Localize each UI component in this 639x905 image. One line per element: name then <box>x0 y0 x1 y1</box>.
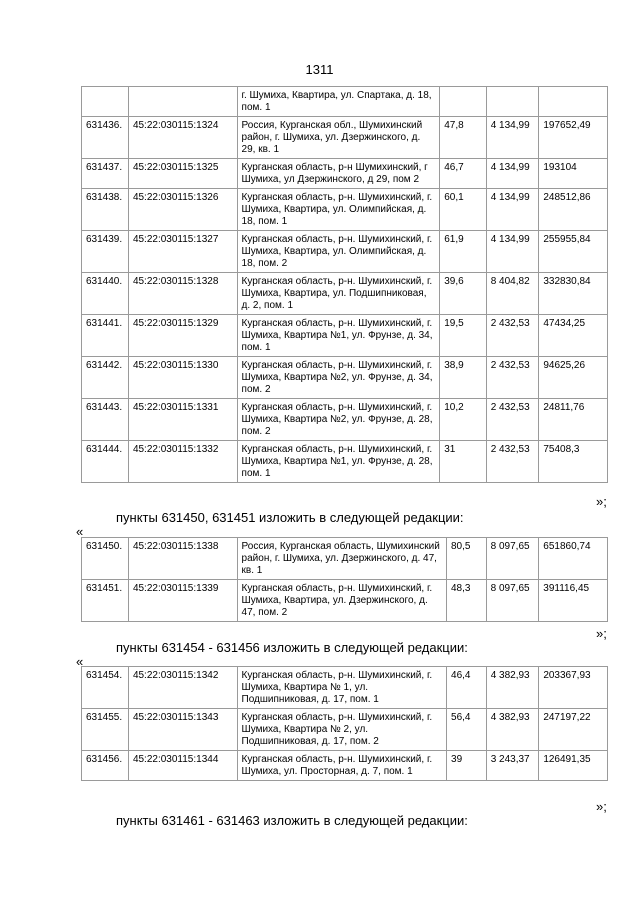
unit-price-cell: 4 134,99 <box>486 159 539 189</box>
area-cell <box>440 87 486 117</box>
row-number-cell: 631437. <box>82 159 129 189</box>
unit-price-cell: 8 097,65 <box>486 580 539 622</box>
unit-price-cell <box>486 87 539 117</box>
unit-price-cell: 2 432,53 <box>486 357 539 399</box>
row-number-cell: 631441. <box>82 315 129 357</box>
row-number-cell: 631442. <box>82 357 129 399</box>
row-number-cell: 631444. <box>82 441 129 483</box>
address-cell: г. Шумиха, Квартира, ул. Спартака, д. 18, пом. 1 <box>237 87 440 117</box>
registry-table-2 <box>81 537 608 622</box>
area-cell: 48,3 <box>446 580 486 622</box>
unit-price-cell: 8 097,65 <box>486 538 539 580</box>
table-row <box>82 580 608 622</box>
address-cell: Курганская область, р-н. Шумихинский, г. Шумиха, Квартира, ул. Олимпийская, д. 18, пом. 1 <box>237 189 440 231</box>
table-row <box>82 273 608 315</box>
cadastral-value-cell: 247197,22 <box>539 709 608 751</box>
closing-quote-1: »; <box>596 494 607 509</box>
cadastral-number-cell: 45:22:030115:1330 <box>128 357 237 399</box>
row-number-cell: 631454. <box>82 667 129 709</box>
cadastral-number-cell: 45:22:030115:1324 <box>128 117 237 159</box>
address-cell: Курганская область, р-н. Шумихинский, г. Шумиха, Квартира № 2, ул. Подшипниковая, д. 17, пом. 2 <box>237 709 446 751</box>
row-number-cell <box>82 87 129 117</box>
table-row <box>82 87 608 117</box>
row-number-cell: 631440. <box>82 273 129 315</box>
cadastral-value-cell: 197652,49 <box>539 117 608 159</box>
area-cell: 61,9 <box>440 231 486 273</box>
table-row <box>82 441 608 483</box>
area-cell: 39 <box>447 751 487 781</box>
cadastral-number-cell: 45:22:030115:1342 <box>128 667 237 709</box>
area-cell: 80,5 <box>446 538 486 580</box>
cadastral-value-cell: 75408,3 <box>539 441 608 483</box>
cadastral-number-cell: 45:22:030115:1326 <box>128 189 237 231</box>
table-row <box>82 159 608 189</box>
cadastral-value-cell: 24811,76 <box>539 399 608 441</box>
registry-table-3 <box>81 666 608 781</box>
row-number-cell: 631451. <box>82 580 129 622</box>
cadastral-number-cell: 45:22:030115:1327 <box>128 231 237 273</box>
amendment-paragraph-1: пункты 631450, 631451 изложить в следующей редакции: <box>116 510 464 525</box>
area-cell: 47,8 <box>440 117 486 159</box>
cadastral-value-cell <box>539 87 608 117</box>
area-cell: 19,5 <box>440 315 486 357</box>
cadastral-value-cell: 332830,84 <box>539 273 608 315</box>
cadastral-number-cell: 45:22:030115:1344 <box>128 751 237 781</box>
address-cell: Курганская область, р-н. Шумихинский, г. Шумиха, Квартира №1, ул. Фрунзе, д. 28, пом. 1 <box>237 441 440 483</box>
row-number-cell: 631438. <box>82 189 129 231</box>
unit-price-cell: 4 382,93 <box>486 667 539 709</box>
registry-table-1 <box>81 86 608 483</box>
address-cell: Курганская область, р-н. Шумихинский, г. Шумиха, ул. Просторная, д. 7, пом. 1 <box>237 751 446 781</box>
address-cell: Курганская область, р-н. Шумихинский, г. Шумиха, Квартира №2, ул. Фрунзе, д. 34, пом. 2 <box>237 357 440 399</box>
cadastral-number-cell: 45:22:030115:1339 <box>128 580 237 622</box>
unit-price-cell: 4 382,93 <box>486 709 539 751</box>
closing-quote-3: »; <box>596 799 607 814</box>
address-cell: Курганская область, р-н. Шумихинский, г. Шумиха, Квартира №1, ул. Фрунзе, д. 34, пом. 1 <box>237 315 440 357</box>
unit-price-cell: 2 432,53 <box>486 399 539 441</box>
cadastral-value-cell: 248512,86 <box>539 189 608 231</box>
table-row <box>82 399 608 441</box>
unit-price-cell: 4 134,99 <box>486 117 539 159</box>
table-row <box>82 709 608 751</box>
row-number-cell: 631450. <box>82 538 129 580</box>
address-cell: Курганская область, р-н Шумихинский, г Шумиха, ул Дзержинского, д 29, пом 2 <box>237 159 440 189</box>
row-number-cell: 631455. <box>82 709 129 751</box>
table-row <box>82 315 608 357</box>
cadastral-number-cell: 45:22:030115:1338 <box>128 538 237 580</box>
table-row <box>82 538 608 580</box>
area-cell: 39,6 <box>440 273 486 315</box>
amendment-paragraph-3: пункты 631461 - 631463 изложить в следующей редакции: <box>116 813 468 828</box>
unit-price-cell: 2 432,53 <box>486 315 539 357</box>
area-cell: 56,4 <box>447 709 487 751</box>
cadastral-number-cell: 45:22:030115:1325 <box>128 159 237 189</box>
table-row <box>82 189 608 231</box>
area-cell: 31 <box>440 441 486 483</box>
cadastral-number-cell: 45:22:030115:1328 <box>128 273 237 315</box>
cadastral-value-cell: 391116,45 <box>539 580 608 622</box>
area-cell: 10,2 <box>440 399 486 441</box>
address-cell: Курганская область, р-н. Шумихинский, г. Шумиха, Квартира №2, ул. Фрунзе, д. 28, пом. 2 <box>237 399 440 441</box>
cadastral-value-cell: 203367,93 <box>539 667 608 709</box>
area-cell: 46,4 <box>447 667 487 709</box>
row-number-cell: 631439. <box>82 231 129 273</box>
unit-price-cell: 2 432,53 <box>486 441 539 483</box>
area-cell: 60,1 <box>440 189 486 231</box>
cadastral-value-cell: 255955,84 <box>539 231 608 273</box>
address-cell: Россия, Курганская область, Шумихинский район, г. Шумиха, ул. Дзержинского, д. 47, кв. 1 <box>237 538 446 580</box>
cadastral-number-cell <box>128 87 237 117</box>
row-number-cell: 631456. <box>82 751 129 781</box>
unit-price-cell: 8 404,82 <box>486 273 539 315</box>
unit-price-cell: 4 134,99 <box>486 231 539 273</box>
table-row <box>82 117 608 159</box>
address-cell: Курганская область, р-н. Шумихинский, г. Шумиха, Квартира, ул. Подшипниковая, д. 2, пом. 1 <box>237 273 440 315</box>
table-row <box>82 231 608 273</box>
cadastral-value-cell: 47434,25 <box>539 315 608 357</box>
row-number-cell: 631443. <box>82 399 129 441</box>
closing-quote-2: »; <box>596 626 607 641</box>
opening-quote-1: « <box>76 524 84 539</box>
cadastral-number-cell: 45:22:030115:1329 <box>128 315 237 357</box>
cadastral-value-cell: 193104 <box>539 159 608 189</box>
cadastral-number-cell: 45:22:030115:1343 <box>128 709 237 751</box>
table-row <box>82 667 608 709</box>
page-number: 1311 <box>305 62 334 77</box>
table-row <box>82 751 608 781</box>
address-cell: Курганская область, р-н. Шумихинский, г. Шумиха, Квартира № 1, ул. Подшипниковая, д. 17, пом. 1 <box>237 667 446 709</box>
table-row <box>82 357 608 399</box>
cadastral-value-cell: 651860,74 <box>539 538 608 580</box>
unit-price-cell: 4 134,99 <box>486 189 539 231</box>
cadastral-value-cell: 94625,26 <box>539 357 608 399</box>
cadastral-number-cell: 45:22:030115:1332 <box>128 441 237 483</box>
area-cell: 38,9 <box>440 357 486 399</box>
opening-quote-2: « <box>76 654 84 669</box>
area-cell: 46,7 <box>440 159 486 189</box>
cadastral-number-cell: 45:22:030115:1331 <box>128 399 237 441</box>
address-cell: Курганская область, р-н. Шумихинский, г. Шумиха, Квартира, ул. Дзержинского, д. 47, пом. 2 <box>237 580 446 622</box>
amendment-paragraph-2: пункты 631454 - 631456 изложить в следующей редакции: <box>116 640 468 655</box>
cadastral-value-cell: 126491,35 <box>539 751 608 781</box>
unit-price-cell: 3 243,37 <box>486 751 539 781</box>
address-cell: Россия, Курганская обл., Шумихинский район, г. Шумиха, ул. Дзержинского, д. 29, кв. 1 <box>237 117 440 159</box>
address-cell: Курганская область, р-н. Шумихинский, г. Шумиха, Квартира, ул. Олимпийская, д. 18, пом. 2 <box>237 231 440 273</box>
row-number-cell: 631436. <box>82 117 129 159</box>
